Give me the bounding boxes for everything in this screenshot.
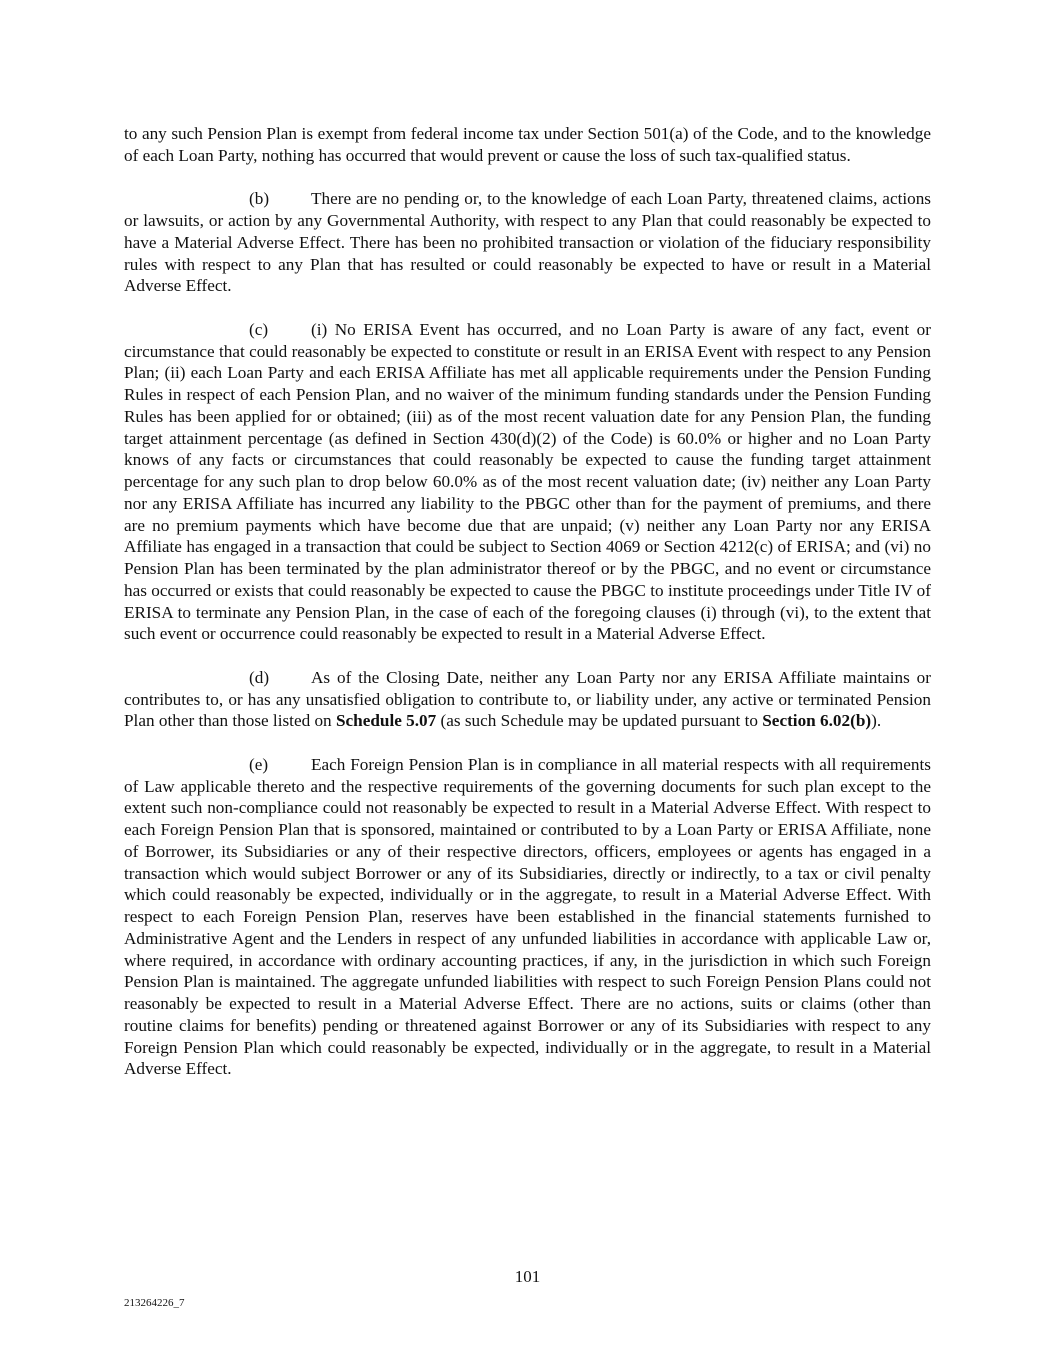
paragraph-d: [124, 667, 931, 732]
section-reference: Section 6.02(b): [762, 711, 872, 731]
paragraph-text: There are no pending or, to the knowledge of each Loan Party, threatened claims, actions or lawsuits, or action by any Governmental Authority, with respect to any Plan that could reasonably be expected to have a Material Adverse Effect. There has been no prohibited transaction or violation of the fiduciary responsibility rules with respect to any Plan that has resulted or could reasonably be expected to have or result in a Material Adverse Effect.: [124, 189, 931, 296]
paragraph-text: (i) No ERISA Event has occurred, and no Loan Party is aware of any fact, event or circumstance that could reasonably be expected to constitute or result in an ERISA Event with respect to any Pension Plan; (ii) each Loan Party and each ERISA Affiliate has met all applicable requirements under the Pension Funding Rules in respect of each Pension Plan, and no waiver of the minimum funding standards under the Pension Funding Rules has been applied for or obtained; (iii) as of the most recent valuation date for any Pension Plan, the funding target attainment percentage (as defined in Section 430(d)(2) of the Code) is 60.0% or higher and no Loan Party knows of any facts or circumstances that could reasonably be expected to cause the funding target attainment percentage for any such plan to drop below 60.0% as of the most recent valuation date; (iv) neither any Loan Party nor any ERISA Affiliate has incurred any liability to the PBGC other than for the payment of premiums, and there are no premium payments which have become due that are unpaid; (v) neither any Loan Party nor any ERISA Affiliate has engaged in a transaction that could be subject to Section 4069 or Section 4212(c) of ERISA; and (vi) no Pension Plan has been terminated by the plan administrator thereof or by the PBGC, and no event or circumstance has occurred or exists that could reasonably be expected to cause the PBGC to institute proceedings under Title IV of ERISA to terminate any Pension Plan, in the case of each of the foregoing clauses (i) through (vi), to the extent that such event or occurrence could reasonably be expected to result in a Material Adverse Effect.: [124, 319, 931, 644]
paragraph-text: As of the Closing Date, neither any Loan Party nor any ERISA Affiliate maintains or contributes to, or has any unsatisfied obligation to contribute to, or liability under, any active or terminated Pension Plan other than those listed on: [124, 667, 931, 731]
paragraph-label: (e): [249, 754, 269, 774]
paragraph-b: [124, 188, 931, 297]
schedule-reference: Schedule 5.07: [335, 711, 437, 731]
paragraph-continuation: to any such Pension Plan is exempt from federal income tax under Section 501(a) of the Code, and to the knowledge of each Loan Party, nothing has occurred that would prevent or cause the loss of such tax-qualified status.: [124, 124, 931, 165]
paragraph-text: ).: [871, 711, 882, 731]
paragraph-c: [124, 319, 931, 645]
paragraph-label: (d): [249, 667, 270, 687]
paragraph-e: [124, 754, 931, 1080]
paragraph-text: (as such Schedule may be updated pursuant to: [436, 711, 763, 731]
paragraph-label: (b): [249, 189, 270, 209]
document-id: 213264226_7: [124, 1297, 185, 1309]
page-number: 101: [514, 1267, 541, 1286]
paragraph-text: Each Foreign Pension Plan is in compliance in all material respects with all requirements of Law applicable thereto and the respective requirements of the governing documents for such plan except to the extent such non-compliance could not reasonably be expected to result in a Material Adverse Effect. With respect to each Foreign Pension Plan that is sponsored, maintained or contributed to by a Loan Party or ERISA Affiliate, none of Borrower, its Subsidiaries or any of their respective directors, officers, employees or agents has engaged in a transaction which would subject Borrower or any of its Subsidiaries, directly or indirectly, to a tax or civil penalty which could reasonably be expected, individually or in the aggregate, to result in a Material Adverse Effect. With respect to each Foreign Pension Plan, reserves have been established in the financial statements furnished to Administrative Agent and the Lenders in respect of any unfunded liabilities in accordance with applicable Law or, where required, in accordance with ordinary accounting practices, if any, in the jurisdiction in which such Foreign Pension Plan is maintained. The aggregate unfunded liabilities with respect to such Foreign Pension Plans could not reasonably be expected to result in a Material Adverse Effect. There are no actions, suits or claims (other than routine claims for benefits) pending or threatened against Borrower or any of its Subsidiaries with respect to any Foreign Pension Plan which could reasonably be expected, individually or in the aggregate, to result in a Material Adverse Effect.: [124, 754, 931, 1079]
paragraph-label: (c): [249, 319, 269, 339]
document-body: [124, 123, 931, 1102]
